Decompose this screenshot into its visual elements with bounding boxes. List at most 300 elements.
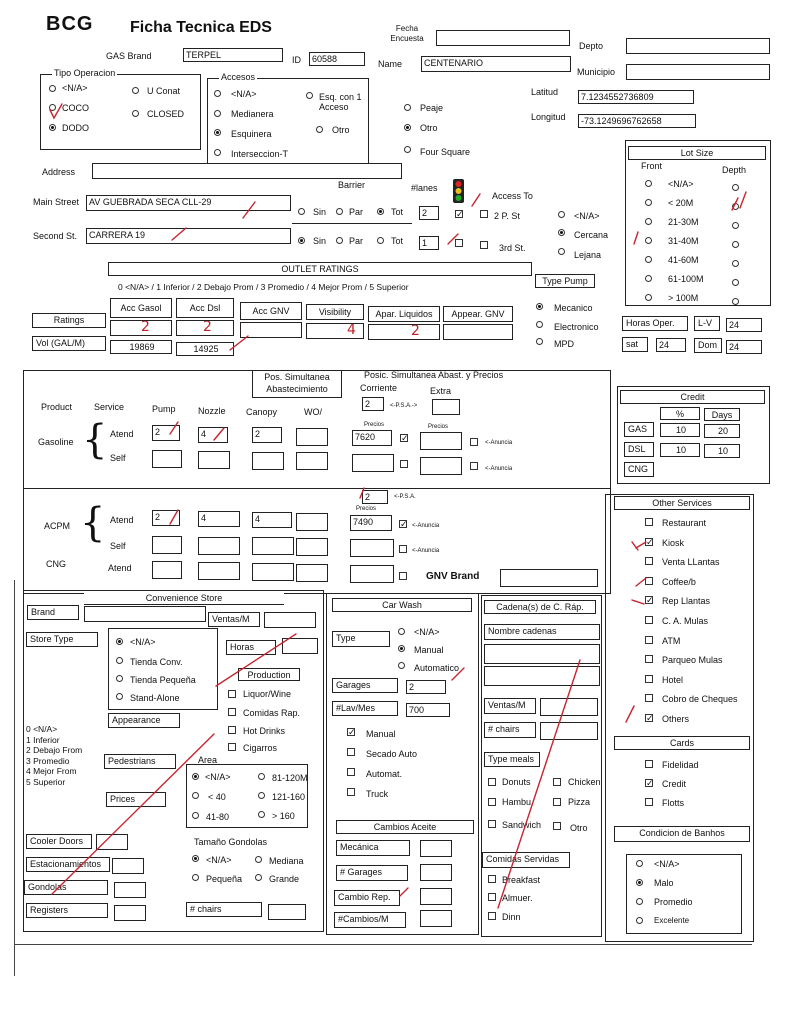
- carwash-garages-label: Garages: [332, 678, 398, 693]
- service-4-label: Rep Llantas: [662, 596, 711, 607]
- store-ventas-field[interactable]: [264, 612, 316, 628]
- second-sin-radio[interactable]: [298, 237, 305, 244]
- credit-gas-days[interactable]: 20: [704, 424, 740, 438]
- pos-simultanea-label: Pos. Simultanea Abastecimiento: [252, 370, 342, 398]
- cadena-chairs-label: # chairs: [484, 722, 536, 738]
- gas-self-wo[interactable]: [296, 452, 328, 470]
- area-na-radio[interactable]: [192, 773, 199, 780]
- acceso-intersec-label: Interseccion-T: [231, 149, 289, 159]
- carwash-automat-checkbox[interactable]: [347, 768, 355, 776]
- lot-front-radio-3[interactable]: [645, 237, 652, 244]
- vol-gasol-field[interactable]: 19869: [110, 340, 172, 354]
- acpm-wo-field[interactable]: [296, 513, 328, 531]
- gas-extra-price-field[interactable]: [420, 432, 462, 450]
- gondolas-label: Gondolas: [24, 880, 108, 895]
- gas-self-anuncia[interactable]: [400, 460, 408, 468]
- second-lanes-field[interactable]: 1: [419, 236, 439, 250]
- prod-hotdrinks-checkbox[interactable]: [228, 726, 236, 734]
- service-1-checkbox[interactable]: ✓: [646, 536, 654, 547]
- acpm-self-canopy[interactable]: [252, 537, 294, 555]
- estacionamientos-field[interactable]: [112, 858, 144, 874]
- area-81-radio[interactable]: [258, 773, 265, 780]
- precios-label-2: Precios: [428, 424, 449, 430]
- gas-self-pump[interactable]: [152, 450, 182, 468]
- main-street-field[interactable]: AV GUEBRADA SECA CLL-29: [86, 195, 291, 211]
- credit-dsl-pct[interactable]: 10: [660, 443, 700, 457]
- access-na-label: <N/A>: [574, 211, 600, 221]
- lot-front-radio-1[interactable]: [645, 199, 652, 206]
- card-2-checkbox[interactable]: [645, 798, 653, 806]
- store-chairs-field[interactable]: [268, 904, 306, 920]
- tam-na-label: <N/A>: [206, 855, 232, 865]
- lanes-label: #lanes: [411, 183, 438, 193]
- card-0-label: Fidelidad: [662, 760, 699, 770]
- name-label: Name: [378, 59, 403, 69]
- main-2pst-checkbox-b[interactable]: [480, 210, 488, 218]
- tamano-gondolas-label: Tamaño Gondolas: [194, 837, 268, 847]
- col-wo: WO/: [304, 407, 322, 417]
- carwash-secado-checkbox[interactable]: [347, 748, 355, 756]
- tipo-closed-label: CLOSED: [147, 109, 185, 119]
- rating-acc-gasol[interactable]: [110, 320, 172, 336]
- carwash-secado-label: Secado Auto: [366, 749, 418, 759]
- area-4180-radio[interactable]: [192, 812, 199, 819]
- acceso-esquinera-radio[interactable]: [214, 129, 221, 136]
- registers-field[interactable]: [114, 905, 146, 921]
- carwash-truck-checkbox[interactable]: [347, 788, 355, 796]
- service-9-checkbox[interactable]: [645, 694, 653, 702]
- lot-depth-radio-0[interactable]: [732, 184, 739, 191]
- lot-depth-radio-4[interactable]: [732, 260, 739, 267]
- lot-front-radio-6[interactable]: [645, 294, 652, 301]
- depto-field[interactable]: [626, 38, 770, 54]
- acceso-peaje-radio[interactable]: [404, 104, 411, 111]
- lot-option-0-label: <N/A>: [668, 179, 694, 189]
- municipio-label: Municipio: [577, 67, 616, 77]
- longitud-label: Longitud: [531, 112, 566, 122]
- area-40-radio[interactable]: [192, 792, 199, 799]
- acpm-self-nozzle[interactable]: [198, 537, 240, 555]
- latitud-field[interactable]: 7.1234552736809: [578, 90, 694, 104]
- acpm-self-anuncia[interactable]: [399, 545, 407, 553]
- tipo-coco-radio[interactable]: [49, 104, 56, 111]
- id-field[interactable]: 60588: [309, 52, 365, 66]
- third-st-label: 3rd St.: [499, 243, 526, 253]
- comidas-servidas-label: Comidas Servidas: [482, 852, 570, 868]
- gas-posic-field[interactable]: 2: [362, 397, 384, 411]
- store-scale-5: 5 Superior: [26, 776, 66, 787]
- gas-anuncia-label: <-Anuncia: [485, 440, 513, 446]
- service-10-checkbox[interactable]: ✓: [646, 713, 654, 723]
- second-chk-a[interactable]: [455, 239, 463, 247]
- longitud-field[interactable]: -73.1249696762658: [578, 114, 696, 128]
- carwash-manual-chk-label: Manual: [366, 729, 396, 739]
- nombre-cadenas-field-2[interactable]: [484, 666, 600, 686]
- acpm-price-field[interactable]: 7490: [350, 515, 392, 531]
- access-cercana-radio[interactable]: [558, 229, 565, 236]
- carwash-garages-field[interactable]: 2: [406, 680, 446, 694]
- service-7-label: Parqueo Mulas: [662, 655, 723, 666]
- cambios-num-label: #Cambios/M: [334, 912, 406, 928]
- gas-self-nozzle[interactable]: [198, 451, 230, 469]
- banos-0-radio[interactable]: [636, 860, 643, 867]
- extra-field[interactable]: [432, 399, 460, 415]
- gas-wo-field[interactable]: [296, 428, 328, 446]
- acpm-precios-label: Precios: [356, 506, 377, 512]
- tam-mediana-radio[interactable]: [255, 856, 262, 863]
- estacionamientos-label: Estacionamientos: [26, 857, 110, 872]
- tam-pequena-radio[interactable]: [192, 874, 199, 881]
- carwash-auto-radio[interactable]: [398, 662, 405, 669]
- second-tot-radio[interactable]: [377, 237, 384, 244]
- store-scale-0: 0 <N/A>: [26, 724, 58, 734]
- meal-sandwich-checkbox[interactable]: [488, 820, 496, 828]
- cambios-mecanica-field[interactable]: [420, 840, 452, 857]
- lot-depth-radio-1[interactable]: [732, 203, 739, 210]
- cadena-title: Cadena(s) de C. Ráp.: [484, 600, 596, 614]
- acceso-esq1-radio[interactable]: [306, 92, 313, 99]
- main-sin-radio[interactable]: [298, 208, 305, 215]
- gas-nozzle-field[interactable]: 4: [198, 427, 228, 443]
- tam-na-radio[interactable]: [192, 855, 199, 862]
- gas-self-canopy[interactable]: [252, 452, 284, 470]
- second-par-label: Par: [349, 236, 364, 246]
- cng-pump-field[interactable]: [152, 561, 182, 579]
- store-type-conv-label: Tienda Conv.: [130, 657, 183, 667]
- acceso-otro1-label: Otro: [332, 125, 350, 135]
- store-ventas-label: Ventas/M: [208, 612, 260, 627]
- prod-liquor-checkbox[interactable]: [228, 690, 236, 698]
- banos-title: Condicion de Banhos: [614, 826, 750, 842]
- horas-sat-field[interactable]: 24: [656, 338, 686, 352]
- outlet-col-acc-dsl: Acc Dsl: [176, 298, 234, 318]
- gnv-brand-label: GNV Brand: [426, 571, 480, 582]
- credit-gas-pct[interactable]: 10: [660, 423, 700, 437]
- cng-wo-field[interactable]: [296, 564, 328, 582]
- access-lejana-radio[interactable]: [558, 248, 565, 255]
- main-2pst-checkbox[interactable]: ✓: [456, 209, 464, 219]
- type-meals-label: Type meals: [484, 752, 540, 767]
- prices-label: Prices: [106, 792, 166, 807]
- service-6-checkbox[interactable]: [645, 636, 653, 644]
- lot-depth-radio-5[interactable]: [732, 279, 739, 286]
- acpm-self-label: Self: [110, 541, 126, 551]
- nombre-cadenas-field-1[interactable]: [484, 644, 600, 664]
- posic-simultanea-label: Posic. Simultanea Abast. y Precios: [364, 370, 504, 380]
- gas-atend-label: Atend: [110, 429, 134, 439]
- cards-title: Cards: [614, 736, 750, 750]
- acpm-pump-field[interactable]: 2: [152, 510, 180, 526]
- carwash-truck-label: Truck: [366, 789, 389, 799]
- meal-donuts-checkbox[interactable]: [488, 778, 496, 786]
- depto-label: Depto: [579, 41, 604, 51]
- meal-sandwich-label: Sandwich: [502, 820, 542, 830]
- acceso-na-radio[interactable]: [214, 90, 221, 97]
- tam-grande-radio[interactable]: [255, 874, 262, 881]
- gas-brand-field[interactable]: TERPEL: [183, 48, 283, 62]
- horas-dom-field[interactable]: 24: [726, 340, 762, 354]
- cadena-ventas-field[interactable]: [540, 698, 598, 716]
- lot-front-radio-0[interactable]: [645, 180, 652, 187]
- outlet-col-acc-gnv: Acc GNV: [240, 302, 302, 320]
- tipo-dodo-radio[interactable]: [49, 124, 56, 131]
- outlet-col-appear-gnv: Appear. GNV: [443, 306, 513, 322]
- store-type-peq-radio[interactable]: [116, 675, 123, 682]
- acceso-otro1-radio[interactable]: [316, 126, 323, 133]
- area-121-label: 121-160: [272, 792, 306, 802]
- rating-apar-liquidos[interactable]: [368, 324, 440, 340]
- gnv-brand-field[interactable]: [500, 569, 598, 587]
- address-field[interactable]: [92, 163, 402, 179]
- lot-option-1-label: < 20M: [668, 198, 694, 208]
- cng-canopy-field[interactable]: [252, 563, 294, 581]
- col-service: Service: [94, 402, 125, 412]
- rating-acc-dsl[interactable]: [176, 320, 234, 336]
- area-40-label: < 40: [208, 792, 226, 802]
- main-sin-label: Sin: [313, 207, 327, 217]
- nombre-cadenas-label: Nombre cadenas: [484, 624, 600, 640]
- service-6-label: ATM: [662, 635, 681, 646]
- store-scale-2: 2 Debajo From: [26, 745, 83, 755]
- carwash-lav-label: #Lav/Mes: [332, 701, 398, 716]
- horas-lv-field[interactable]: 24: [726, 318, 762, 332]
- ratings-label: Ratings: [32, 313, 106, 328]
- service-5-label: C. A. Mulas: [662, 616, 709, 626]
- pedestrians-label: Pedestrians: [104, 754, 176, 769]
- prod-cigarros-label: Cigarros: [243, 743, 278, 753]
- cadena-chairs-field[interactable]: [540, 722, 598, 740]
- tipo-uconat-radio[interactable]: [132, 87, 139, 94]
- tipo-closed-radio[interactable]: [132, 110, 139, 117]
- meal-hambu-checkbox[interactable]: [488, 798, 496, 806]
- rating-appear-gnv[interactable]: [443, 324, 513, 340]
- latitud-label: Latitud: [531, 87, 559, 97]
- store-brand-field[interactable]: [84, 606, 206, 622]
- horas-oper-label: Horas Oper.: [622, 316, 688, 331]
- carwash-lav-field[interactable]: 700: [406, 703, 450, 717]
- carwash-manual-checkbox[interactable]: ✓: [348, 727, 356, 737]
- banos-2-radio[interactable]: [636, 898, 643, 905]
- pump-mecanico-radio[interactable]: [536, 303, 543, 310]
- meal-pizza-checkbox[interactable]: [553, 798, 561, 806]
- gondolas-field[interactable]: [114, 882, 146, 898]
- rating-visibility[interactable]: [306, 323, 364, 339]
- tam-mediana-label: Mediana: [269, 856, 304, 866]
- banos-1-radio[interactable]: [636, 879, 643, 886]
- store-type-stand-radio[interactable]: [116, 693, 123, 700]
- banos-2-label: Promedio: [654, 897, 693, 907]
- gas-anuncia-checkbox[interactable]: ✓: [401, 433, 409, 443]
- lot-front-radio-4[interactable]: [645, 256, 652, 263]
- service-4-checkbox[interactable]: ✓: [646, 595, 654, 606]
- col-nozzle: Nozzle: [198, 406, 226, 416]
- area-121-radio[interactable]: [258, 792, 265, 799]
- acceso-esq1-label: Esq. con 1 Acceso: [319, 92, 362, 112]
- cng-label: CNG: [46, 559, 66, 569]
- store-type-peq-label: Tienda Pequeña: [130, 675, 196, 685]
- comida-dinn-label: Dinn: [502, 912, 521, 922]
- comida-almuer-checkbox[interactable]: [488, 893, 496, 901]
- service-5-checkbox[interactable]: [645, 616, 653, 624]
- meal-donuts-label: Donuts: [502, 777, 531, 787]
- municipio-field[interactable]: [626, 64, 770, 80]
- outlet-scale-label: 0 <N/A> / 1 Inferior / 2 Debajo Prom / 3 Promedio / 4 Mejor Prom / 5 Superior: [118, 282, 409, 292]
- gas-self-extra[interactable]: [420, 457, 462, 475]
- service-0-checkbox[interactable]: [645, 518, 653, 526]
- rating-acc-gnv[interactable]: [240, 322, 302, 338]
- card-0-checkbox[interactable]: [645, 760, 653, 768]
- vol-dsl-field[interactable]: 14925: [176, 342, 234, 356]
- lot-front-label: Front: [641, 161, 663, 171]
- gas-self-extra-anuncia[interactable]: [470, 462, 478, 470]
- acceso-otro2-label: Otro: [420, 123, 438, 133]
- cng-nozzle-field[interactable]: [198, 562, 240, 580]
- fecha-field[interactable]: [436, 30, 570, 46]
- acpm-self-pump[interactable]: [152, 536, 182, 554]
- store-type-conv-radio[interactable]: [116, 657, 123, 664]
- store-scale-1: 1 Inferior: [26, 734, 60, 745]
- prod-cigarros-checkbox[interactable]: [228, 743, 236, 751]
- comida-breakfast-label: Breakfast: [502, 875, 541, 885]
- acceso-foursquare-label: Four Square: [420, 147, 471, 157]
- store-type-na-radio[interactable]: [116, 638, 123, 645]
- acpm-canopy-field[interactable]: 4: [252, 512, 292, 528]
- pump-mpd-radio[interactable]: [536, 338, 543, 345]
- second-par-radio[interactable]: [336, 237, 343, 244]
- cng-price-field[interactable]: [350, 565, 394, 583]
- car-wash-title: Car Wash: [332, 598, 472, 612]
- lot-depth-radio-2[interactable]: [732, 222, 739, 229]
- lot-depth-radio-6[interactable]: [732, 298, 739, 305]
- area-160-radio[interactable]: [258, 811, 265, 818]
- store-chairs-label: # chairs: [186, 902, 262, 917]
- second-3rd-checkbox[interactable]: [480, 241, 488, 249]
- outlet-ratings-title: OUTLET RATINGS: [108, 262, 532, 276]
- lot-option-3-label: 31-40M: [668, 236, 699, 246]
- service-10-label: Others: [662, 714, 690, 724]
- address-label: Address: [42, 167, 76, 177]
- lot-option-4-label: 41-60M: [668, 255, 699, 265]
- service-7-checkbox[interactable]: [645, 655, 653, 663]
- carwash-na-radio[interactable]: [398, 628, 405, 635]
- meal-pizza-label: Pizza: [568, 797, 591, 807]
- store-horas-field[interactable]: [282, 638, 318, 654]
- tipo-na-radio[interactable]: [49, 85, 56, 92]
- rating-acc-dsl-value: 2: [203, 320, 212, 335]
- access-na-radio[interactable]: [558, 211, 565, 218]
- service-8-label: Hotel: [662, 674, 684, 685]
- gas-self-price[interactable]: [352, 454, 394, 472]
- acpm-posic-field[interactable]: 2: [362, 490, 388, 504]
- cng-checkbox[interactable]: [399, 572, 407, 580]
- cooler-doors-field[interactable]: [96, 834, 128, 850]
- prod-hotdrinks-label: Hot Drinks: [243, 726, 286, 736]
- lot-front-radio-2[interactable]: [645, 218, 652, 225]
- cambios-garages-field[interactable]: [420, 864, 452, 881]
- cambios-num-field[interactable]: [420, 910, 452, 927]
- credit-days-label: Days: [704, 408, 740, 421]
- acpm-anuncia-label: <-Anuncia: [412, 523, 440, 529]
- comida-almuer-label: Almuer.: [502, 893, 533, 903]
- cambios-rep-field[interactable]: [420, 888, 452, 905]
- meal-chicken-checkbox[interactable]: [553, 778, 561, 786]
- acpm-self-price[interactable]: [350, 539, 394, 557]
- area-label: Area: [198, 755, 218, 765]
- lot-front-radio-5[interactable]: [645, 275, 652, 282]
- acceso-medianera-radio[interactable]: [214, 110, 221, 117]
- acceso-intersec-radio[interactable]: [214, 149, 221, 156]
- gasoline-label: Gasoline: [38, 437, 74, 447]
- credit-dsl-days[interactable]: 10: [704, 444, 740, 458]
- acpm-nozzle-field[interactable]: 4: [198, 511, 240, 527]
- acceso-otro2-radio[interactable]: [404, 124, 411, 131]
- second-tot-label: Tot: [391, 236, 404, 246]
- lot-size-title: Lot Size: [628, 146, 766, 160]
- production-label: Production: [238, 668, 300, 681]
- psa-label: <-P.S.A.->: [390, 403, 418, 409]
- main-tot-radio[interactable]: [377, 208, 384, 215]
- banos-3-label: Excelente: [654, 916, 690, 925]
- gas-canopy-field[interactable]: 2: [252, 427, 282, 443]
- gas-price-field[interactable]: 7620: [352, 430, 392, 446]
- acpm-anuncia-checkbox[interactable]: ✓: [400, 519, 408, 529]
- meal-otro-checkbox[interactable]: [553, 822, 561, 830]
- store-scale-4: 4 Mejor From: [26, 766, 77, 776]
- service-8-checkbox[interactable]: [645, 675, 653, 683]
- store-type-label: Store Type: [26, 632, 98, 647]
- second-sin-label: Sin: [313, 236, 327, 246]
- service-1-label: Kiosk: [662, 537, 685, 548]
- service-3-checkbox[interactable]: [645, 577, 653, 585]
- prod-comidas-label: Comidas Rap.: [243, 708, 301, 718]
- lot-depth-radio-3[interactable]: [732, 241, 739, 248]
- carwash-auto-label: Automatico: [414, 663, 460, 673]
- second-street-label: Second St.: [33, 231, 78, 241]
- gas-pump-field[interactable]: 2: [152, 425, 180, 441]
- comida-breakfast-checkbox[interactable]: [488, 875, 496, 883]
- lot-option-5-label: 61-100M: [668, 274, 704, 284]
- banos-3-radio[interactable]: [636, 917, 643, 924]
- form-title: Ficha Tecnica EDS: [130, 19, 272, 36]
- pump-electronico-radio[interactable]: [536, 321, 543, 328]
- main-lanes-field[interactable]: 2: [419, 206, 439, 220]
- lot-option-2-label: 21-30M: [668, 217, 699, 227]
- gas-extra-anuncia-checkbox[interactable]: [470, 438, 478, 446]
- acceso-foursquare-radio[interactable]: [404, 146, 411, 153]
- card-1-checkbox[interactable]: ✓: [646, 778, 654, 788]
- acpm-atend-label: Atend: [110, 515, 134, 525]
- carwash-manual-radio[interactable]: [398, 645, 405, 652]
- rating-apar-liquidos-value: 2: [411, 324, 420, 339]
- access-cercana-label: Cercana: [574, 230, 609, 240]
- other-services-title: Other Services: [614, 496, 750, 510]
- prod-comidas-checkbox[interactable]: [228, 708, 236, 716]
- rating-visibility-value: 4: [347, 323, 356, 338]
- card-2-label: Flotts: [662, 798, 685, 808]
- rating-acc-gasol-value: 2: [141, 320, 150, 335]
- accesos-label: Accesos: [221, 72, 256, 82]
- acpm-self-wo[interactable]: [296, 538, 328, 556]
- main-par-radio[interactable]: [336, 208, 343, 215]
- service-2-checkbox[interactable]: [645, 557, 653, 565]
- comida-dinn-checkbox[interactable]: [488, 912, 496, 920]
- service-9-label: Cobro de Cheques: [662, 694, 738, 705]
- banos-1-label: Malo: [654, 878, 674, 888]
- name-field[interactable]: CENTENARIO: [421, 56, 571, 72]
- tam-grande-label: Grande: [269, 874, 300, 884]
- second-street-field[interactable]: CARRERA 19: [86, 228, 291, 244]
- carwash-type-label: Type: [332, 631, 390, 647]
